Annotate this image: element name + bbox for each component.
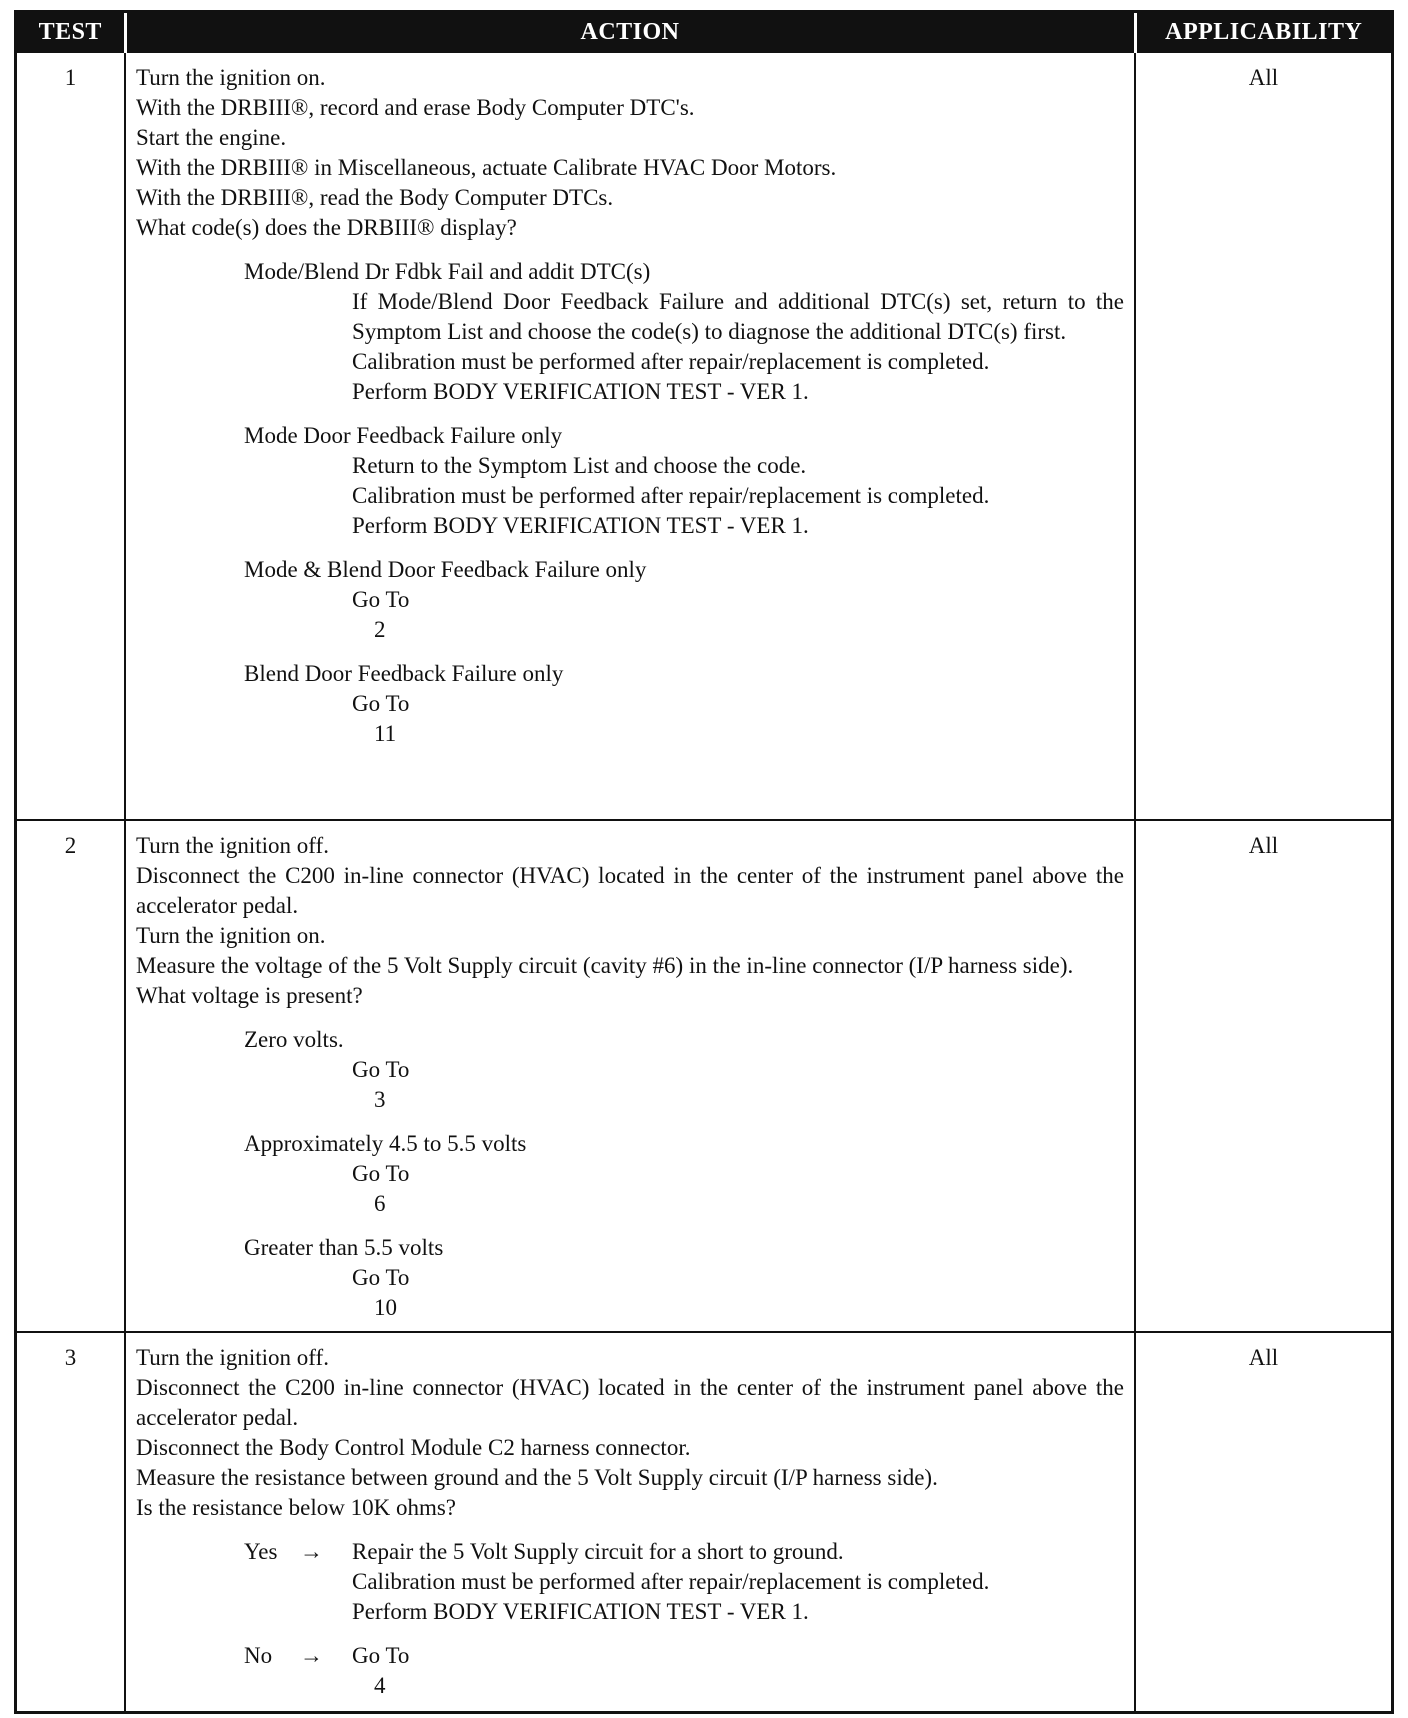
goto-test-number: 6 [374,1191,386,1216]
test-action [125,52,1135,820]
option-result-line: Perform BODY VERIFICATION TEST - VER 1. [352,379,809,404]
goto-label: Go To [352,1643,410,1668]
option-label: Greater than 5.5 volts [244,1235,444,1260]
header-test: TEST [17,13,125,52]
answer-option [136,659,1124,749]
answer-option [136,421,1124,541]
option-result-line: Calibration must be performed after repair/replacement is completed. [352,483,990,508]
goto-link[interactable] [244,1159,1124,1219]
action-step: Turn the ignition off. [136,1345,329,1370]
yes-label: Yes [244,1539,278,1564]
action-step: Start the engine. [136,125,287,150]
test-action [125,1332,1135,1711]
goto-test-number: 3 [374,1087,386,1112]
goto-link[interactable] [244,1055,1124,1115]
goto-test-number: 11 [374,721,397,746]
test-action [125,820,1135,1332]
goto-label: Go To [352,1057,410,1082]
test-number: 2 [17,820,125,1332]
test-row-3 [17,1332,1391,1711]
yes-result [352,1537,1124,1627]
action-question: Is the resistance below 10K ohms? [136,1495,457,1520]
option-label: Mode Door Feedback Failure only [244,423,563,448]
option-result-line: If Mode/Blend Door Feedback Failure and additional DTC(s) set, return to the Symptom List and choose the code(s) to diagnose the additional DTC(s) first. [352,289,1124,344]
yes-result-line: Repair the 5 Volt Supply circuit for a short to ground. [352,1539,844,1564]
action-step: With the DRBIII®, read the Body Computer DTCs. [136,185,614,210]
right-arrow-icon: → [300,1539,323,1564]
test-row-1 [17,52,1391,820]
action-step: Measure the voltage of the 5 Volt Supply circuit (cavity #6) in the in-line connector (I/P harness side). [136,953,1074,978]
action-step: With the DRBIII®, record and erase Body Computer DTC's. [136,95,695,120]
goto-label: Go To [352,1265,410,1290]
diagnostic-table-sheet [14,10,1394,1714]
option-label: Mode & Blend Door Feedback Failure only [244,557,647,582]
test-applicability: All [1135,52,1391,820]
no-label: No [244,1643,273,1668]
goto-label: Go To [352,691,410,716]
option-label: Approximately 4.5 to 5.5 volts [244,1131,527,1156]
option-result [244,451,1124,541]
action-step: Disconnect the C200 in-line connector (HVAC) located in the center of the instrument panel above the accelerator pedal. [136,863,1124,918]
option-label: Mode/Blend Dr Fdbk Fail and addit DTC(s) [244,259,651,284]
right-arrow-icon: → [300,1643,323,1668]
action-step: Turn the ignition off. [136,833,329,858]
no-branch [136,1641,1124,1701]
answer-option [136,1129,1124,1219]
action-step: Measure the resistance between ground and the 5 Volt Supply circuit (I/P harness side). [136,1465,938,1490]
yes-result-line: Calibration must be performed after repair/replacement is completed. [352,1569,990,1594]
answer-option [136,1025,1124,1115]
test-applicability: All [1135,820,1391,1332]
goto-test-number: 2 [374,617,386,642]
answer-option [136,555,1124,645]
action-step: With the DRBIII® in Miscellaneous, actuate Calibrate HVAC Door Motors. [136,155,837,180]
option-result [244,287,1124,407]
action-step: Turn the ignition on. [136,923,326,948]
yes-result-line: Perform BODY VERIFICATION TEST - VER 1. [352,1599,809,1624]
option-label: Blend Door Feedback Failure only [244,661,564,686]
header-action: ACTION [125,13,1135,52]
header-row [17,13,1391,52]
diagnostic-table [17,13,1391,1711]
option-label: Zero volts. [244,1027,344,1052]
goto-label: Go To [352,587,410,612]
action-question: What voltage is present? [136,983,363,1008]
goto-link[interactable] [244,585,1124,645]
goto-link[interactable] [352,1641,1124,1701]
action-step: Disconnect the Body Control Module C2 harness connector. [136,1435,691,1460]
answer-option [136,1233,1124,1323]
header-applicability: APPLICABILITY [1135,13,1391,52]
goto-link[interactable] [244,689,1124,749]
option-result-line: Return to the Symptom List and choose the code. [352,453,807,478]
test-row-2 [17,820,1391,1332]
action-step: Turn the ignition on. [136,65,326,90]
goto-test-number: 10 [374,1295,397,1320]
option-result-line: Perform BODY VERIFICATION TEST - VER 1. [352,513,809,538]
test-applicability: All [1135,1332,1391,1711]
test-number: 3 [17,1332,125,1711]
action-step: Disconnect the C200 in-line connector (HVAC) located in the center of the instrument panel above the accelerator pedal. [136,1375,1124,1430]
goto-label: Go To [352,1161,410,1186]
action-question: What code(s) does the DRBIII® display? [136,215,517,240]
test-number: 1 [17,52,125,820]
goto-link[interactable] [244,1263,1124,1323]
answer-option [136,257,1124,407]
yes-branch [136,1537,1124,1627]
option-result-line: Calibration must be performed after repair/replacement is completed. [352,349,990,374]
goto-test-number: 4 [374,1673,386,1698]
